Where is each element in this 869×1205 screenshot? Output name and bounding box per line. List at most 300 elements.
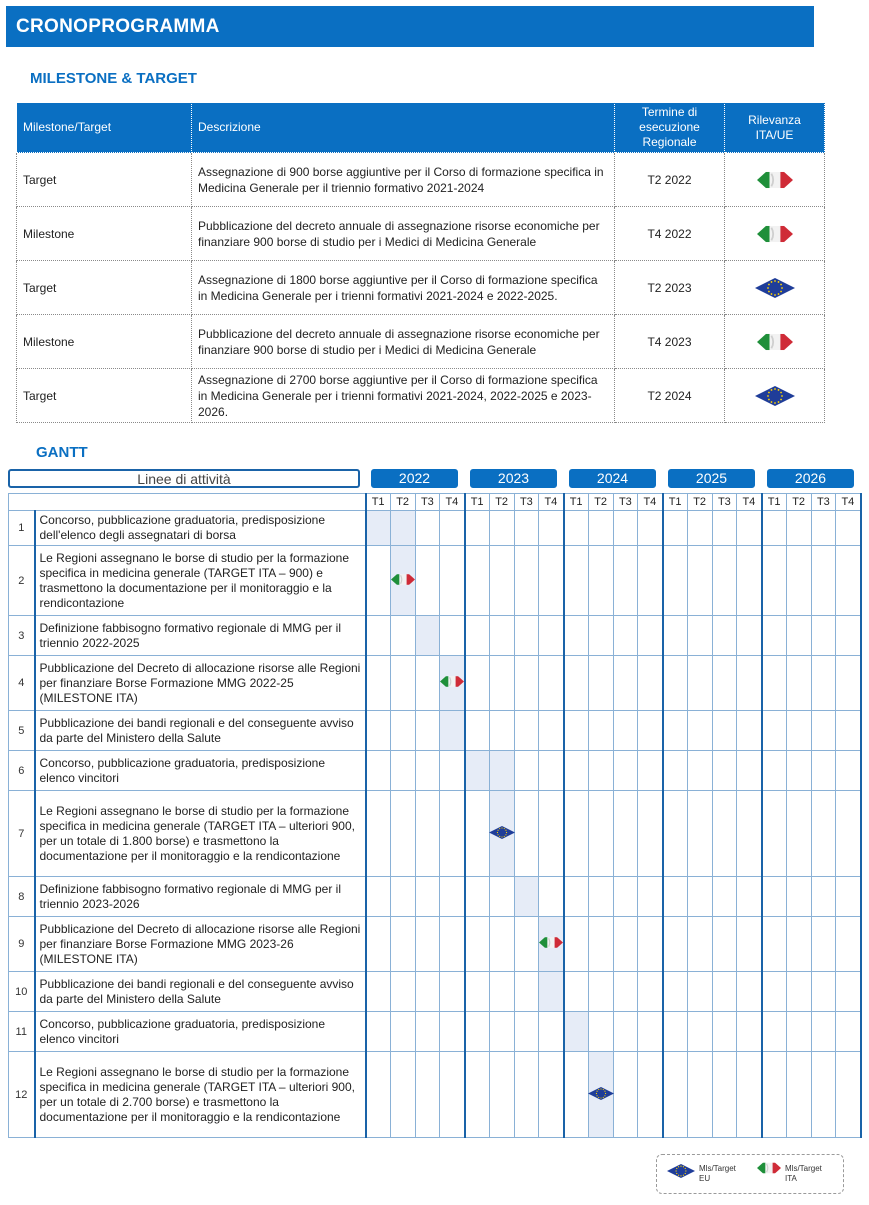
gantt-cell: [489, 511, 514, 546]
gantt-cell: [390, 877, 415, 917]
gantt-cell: [415, 751, 440, 791]
gantt-cell: [663, 511, 688, 546]
gantt-cell: [836, 546, 861, 616]
gantt-row: [9, 751, 861, 791]
gantt-cell: [762, 1012, 787, 1052]
milestone-type: Target: [17, 153, 192, 207]
gantt-cell: [489, 616, 514, 656]
gantt-cell: [390, 616, 415, 656]
gantt-cell: [737, 616, 762, 656]
gantt-cell: [539, 711, 564, 751]
quarter-label: T1: [465, 494, 490, 511]
gantt-cell: [415, 546, 440, 616]
gantt-cell: [539, 546, 564, 616]
gantt-cell: [762, 917, 787, 972]
gantt-cell: [588, 972, 613, 1012]
gantt-cell: [390, 1012, 415, 1052]
gantt-cell: [514, 791, 539, 877]
it-flag-icon: [757, 333, 793, 351]
quarter-label: T4: [737, 494, 762, 511]
gantt-cell: [663, 791, 688, 877]
gantt-cell: [489, 1052, 514, 1138]
header-term: Termine di esecuzione Regionale: [615, 103, 725, 153]
milestone-description: Assegnazione di 1800 borse aggiuntive per il Corso di formazione specifica in Medicina Generale per i trienni formativi 2021-2024 e 2022-2025.: [192, 261, 615, 315]
milestone-term: T4 2022: [615, 207, 725, 261]
milestone-term: T4 2023: [615, 315, 725, 369]
gantt-cell: [663, 1052, 688, 1138]
gantt-row: [9, 616, 861, 656]
gantt-cell: [687, 751, 712, 791]
gantt-cell: [465, 546, 490, 616]
milestone-row: [17, 261, 825, 315]
quarter-label: T1: [564, 494, 589, 511]
gantt-cell: [539, 511, 564, 546]
gantt-cell: [836, 711, 861, 751]
gantt-cell: [366, 546, 391, 616]
gantt-cell: [811, 656, 836, 711]
gantt-cell: [539, 616, 564, 656]
activity-number: 9: [9, 917, 35, 972]
gantt-cell: [514, 656, 539, 711]
gantt-section-title: GANTT: [36, 444, 88, 461]
gantt-cell: [687, 917, 712, 972]
gantt-cell: [737, 711, 762, 751]
gantt-row: [9, 1052, 861, 1138]
gantt-cell: [613, 751, 638, 791]
gantt-cell: [663, 917, 688, 972]
quarter-label: T3: [415, 494, 440, 511]
activity-description: Definizione fabbisogno formativo regionale di MMG per il triennio 2022-2025: [35, 616, 366, 656]
gantt-cell: [712, 972, 737, 1012]
gantt-cell: [687, 877, 712, 917]
quarter-label: T2: [390, 494, 415, 511]
activity-description: Pubblicazione dei bandi regionali e del conseguente avviso da parte del Ministero della Salute: [35, 972, 366, 1012]
gantt-cell: [514, 711, 539, 751]
gantt-cell: [811, 511, 836, 546]
year-header-2023: 2023: [470, 469, 557, 488]
gantt-cell: [687, 1052, 712, 1138]
gantt-bar-cell: [564, 1012, 589, 1052]
gantt-cell: [465, 791, 490, 877]
gantt-cell: [638, 972, 663, 1012]
gantt-bar-cell: [390, 511, 415, 546]
quarter-label: T1: [663, 494, 688, 511]
gantt-cell: [687, 711, 712, 751]
quarter-label: T1: [366, 494, 391, 511]
activity-number: 10: [9, 972, 35, 1012]
quarter-label: T4: [638, 494, 663, 511]
activity-number: 12: [9, 1052, 35, 1138]
gantt-cell: [564, 656, 589, 711]
gantt-cell: [390, 711, 415, 751]
gantt-cell: [514, 1052, 539, 1138]
milestone-table-header: [17, 103, 825, 153]
gantt-bar-cell: [440, 711, 465, 751]
gantt-cell: [514, 546, 539, 616]
gantt-cell: [762, 511, 787, 546]
gantt-cell: [588, 877, 613, 917]
gantt-cell: [663, 616, 688, 656]
gantt-cell: [588, 656, 613, 711]
milestone-term: T2 2024: [615, 369, 725, 423]
gantt-bar-cell: [514, 877, 539, 917]
milestone-description: Pubblicazione del decreto annuale di assegnazione risorse economiche per finanziare 900 borse di studio per i Medici di Medicina Generale: [192, 315, 615, 369]
gantt-cell: [588, 511, 613, 546]
milestone-description: Assegnazione di 2700 borse aggiuntive per il Corso di formazione specifica in Medicina Generale per i trienni formativi 2021-2024, 2022-2025 e 2023-2026.: [192, 369, 615, 423]
gantt-cell: [390, 972, 415, 1012]
gantt-cell: [366, 877, 391, 917]
gantt-cell: [737, 791, 762, 877]
gantt-cell: [687, 972, 712, 1012]
gantt-cell: [638, 616, 663, 656]
activity-description: Pubblicazione del Decreto di allocazione risorse alle Regioni per finanziare Borse Formazione MMG 2022-25 (MILESTONE ITA): [35, 656, 366, 711]
gantt-cell: [786, 546, 811, 616]
milestone-row: [17, 207, 825, 261]
year-header-2024: 2024: [569, 469, 656, 488]
gantt-cell: [687, 546, 712, 616]
gantt-cell: [465, 616, 490, 656]
gantt-cell: [588, 791, 613, 877]
gantt-cell: [613, 1052, 638, 1138]
gantt-cell: [663, 877, 688, 917]
gantt-cell: [663, 546, 688, 616]
gantt-bar-cell: [465, 751, 490, 791]
gantt-cell: [663, 751, 688, 791]
gantt-cell: [390, 791, 415, 877]
gantt-cell: [712, 656, 737, 711]
milestone-table: [16, 102, 825, 423]
gantt-row: [9, 511, 861, 546]
gantt-cell: [638, 511, 663, 546]
gantt-cell: [465, 711, 490, 751]
gantt-table: [8, 493, 862, 1138]
eu-flag-icon: [755, 275, 795, 301]
legend-eu-label-1: Mls/Target: [699, 1164, 736, 1173]
quarter-label: T2: [786, 494, 811, 511]
gantt-cell: [836, 917, 861, 972]
year-header-2022: 2022: [371, 469, 458, 488]
activity-description: Pubblicazione del Decreto di allocazione risorse alle Regioni per finanziare Borse Formazione MMG 2023-26 (MILESTONE ITA): [35, 917, 366, 972]
gantt-cell: [811, 546, 836, 616]
gantt-cell: [638, 877, 663, 917]
eu-flag-icon: [489, 823, 515, 844]
gantt-cell: [687, 791, 712, 877]
activity-number: 7: [9, 791, 35, 877]
gantt-cell: [415, 1012, 440, 1052]
activity-number: 3: [9, 616, 35, 656]
gantt-cell: [465, 1012, 490, 1052]
gantt-cell: [613, 616, 638, 656]
gantt-cell: [440, 1052, 465, 1138]
gantt-cell: [737, 1012, 762, 1052]
year-header-2026: 2026: [767, 469, 854, 488]
gantt-row: [9, 656, 861, 711]
gantt-cell: [465, 917, 490, 972]
gantt-bar-cell: [539, 972, 564, 1012]
eu-flag-icon: [588, 1084, 614, 1105]
milestone-type: Milestone: [17, 315, 192, 369]
gantt-cell: [836, 791, 861, 877]
gantt-cell: [737, 1052, 762, 1138]
gantt-cell: [366, 1052, 391, 1138]
gantt-cell: [737, 656, 762, 711]
gantt-row: [9, 917, 861, 972]
gantt-cell: [786, 791, 811, 877]
gantt-cell: [613, 877, 638, 917]
gantt-cell: [712, 511, 737, 546]
gantt-cell: [687, 616, 712, 656]
gantt-cell: [786, 972, 811, 1012]
legend-eu-label-2: EU: [699, 1174, 711, 1183]
milestone-row: [17, 369, 825, 423]
activity-number: 8: [9, 877, 35, 917]
gantt-cell: [786, 711, 811, 751]
gantt-cell: [390, 917, 415, 972]
milestone-section-title: MILESTONE & TARGET: [30, 70, 197, 87]
gantt-cell: [564, 1052, 589, 1138]
gantt-cell: [415, 877, 440, 917]
gantt-cell: [811, 1052, 836, 1138]
header-type: Milestone/Target: [17, 103, 192, 153]
gantt-cell: [712, 1052, 737, 1138]
gantt-cell: [638, 656, 663, 711]
gantt-row: [9, 546, 861, 616]
gantt-cell: [514, 511, 539, 546]
gantt-cell: [638, 791, 663, 877]
gantt-cell: [786, 1012, 811, 1052]
gantt-cell: [613, 511, 638, 546]
activity-description: Pubblicazione dei bandi regionali e del conseguente avviso da parte del Ministero della Salute: [35, 711, 366, 751]
gantt-cell: [390, 1052, 415, 1138]
gantt-cell: [811, 1012, 836, 1052]
milestone-relevance: [725, 153, 825, 207]
gantt-cell: [786, 751, 811, 791]
activity-number: 1: [9, 511, 35, 546]
gantt-cell: [440, 791, 465, 877]
gantt-cell: [415, 711, 440, 751]
quarter-label: T2: [588, 494, 613, 511]
gantt-cell: [836, 877, 861, 917]
gantt-cell: [762, 972, 787, 1012]
gantt-cell: [663, 1012, 688, 1052]
gantt-cell: [811, 711, 836, 751]
gantt-cell: [811, 791, 836, 877]
gantt-cell: [539, 1012, 564, 1052]
gantt-cell: [588, 546, 613, 616]
gantt-cell: [762, 656, 787, 711]
milestone-description: Assegnazione di 900 borse aggiuntive per il Corso di formazione specifica in Medicina Generale per il triennio formativo 2021-2024: [192, 153, 615, 207]
legend: [656, 1154, 844, 1194]
gantt-cell: [663, 711, 688, 751]
activity-description: Concorso, pubblicazione graduatoria, predisposizione elenco vincitori: [35, 1012, 366, 1052]
gantt-bar-cell: [440, 656, 465, 711]
gantt-cell: [786, 511, 811, 546]
milestone-term: T2 2023: [615, 261, 725, 315]
gantt-bar-cell: [415, 616, 440, 656]
gantt-cell: [836, 1052, 861, 1138]
gantt-cell: [539, 751, 564, 791]
gantt-cell: [415, 972, 440, 1012]
gantt-cell: [687, 1012, 712, 1052]
gantt-cell: [737, 917, 762, 972]
gantt-cell: [440, 616, 465, 656]
gantt-cell: [786, 1052, 811, 1138]
gantt-cell: [762, 711, 787, 751]
gantt-cell: [564, 546, 589, 616]
gantt-cell: [489, 877, 514, 917]
gantt-cell: [366, 751, 391, 791]
gantt-bar-cell: [539, 917, 564, 972]
gantt-cell: [465, 972, 490, 1012]
year-header-2025: 2025: [668, 469, 755, 488]
gantt-cell: [762, 616, 787, 656]
quarter-label: T3: [514, 494, 539, 511]
gantt-cell: [712, 791, 737, 877]
gantt-cell: [737, 877, 762, 917]
gantt-cell: [539, 1052, 564, 1138]
gantt-cell: [489, 546, 514, 616]
gantt-cell: [390, 656, 415, 711]
gantt-cell: [836, 1012, 861, 1052]
gantt-cell: [663, 972, 688, 1012]
gantt-cell: [762, 791, 787, 877]
gantt-cell: [539, 791, 564, 877]
gantt-cell: [489, 917, 514, 972]
gantt-cell: [564, 972, 589, 1012]
gantt-cell: [762, 877, 787, 917]
gantt-cell: [564, 877, 589, 917]
activity-description: Le Regioni assegnano le borse di studio per la formazione specifica in medicina generale (TARGET ITA – 900) e trasmettono la documentazione per il monitoraggio e la rendicontazione: [35, 546, 366, 616]
gantt-bar-cell: [390, 546, 415, 616]
gantt-cell: [737, 751, 762, 791]
gantt-cell: [786, 917, 811, 972]
gantt-cell: [811, 917, 836, 972]
gantt-cell: [564, 711, 589, 751]
gantt-bar-cell: [588, 1052, 613, 1138]
gantt-cell: [465, 877, 490, 917]
gantt-cell: [613, 711, 638, 751]
milestone-type: Milestone: [17, 207, 192, 261]
gantt-cell: [440, 751, 465, 791]
gantt-cell: [539, 656, 564, 711]
gantt-cell: [737, 972, 762, 1012]
gantt-cell: [415, 1052, 440, 1138]
milestone-type: Target: [17, 261, 192, 315]
activity-number: 2: [9, 546, 35, 616]
gantt-cell: [712, 616, 737, 656]
activity-description: Concorso, pubblicazione graduatoria, predisposizione elenco vincitori: [35, 751, 366, 791]
it-flag-icon: [440, 676, 464, 691]
gantt-cell: [564, 791, 589, 877]
activity-description: Le Regioni assegnano le borse di studio per la formazione specifica in medicina generale (TARGET ITA – ulteriori 900, per un totale di 1.800 borse) e trasmettono la documentazione per il monitoraggio e la rendicontazione: [35, 791, 366, 877]
gantt-cell: [564, 616, 589, 656]
gantt-cell: [638, 1012, 663, 1052]
gantt-cell: [638, 711, 663, 751]
gantt-cell: [712, 877, 737, 917]
gantt-cell: [613, 917, 638, 972]
gantt-cell: [687, 511, 712, 546]
gantt-cell: [514, 751, 539, 791]
page-banner: CRONOPROGRAMMA: [6, 6, 814, 47]
gantt-cell: [440, 1012, 465, 1052]
gantt-cell: [489, 1012, 514, 1052]
milestone-relevance: [725, 315, 825, 369]
gantt-cell: [588, 1012, 613, 1052]
gantt-cell: [663, 656, 688, 711]
legend-ita: [757, 1161, 822, 1184]
gantt-cell: [440, 877, 465, 917]
gantt-cell: [366, 711, 391, 751]
milestone-relevance: [725, 261, 825, 315]
quarter-label: T2: [687, 494, 712, 511]
gantt-cell: [638, 917, 663, 972]
it-flag-icon: [391, 573, 415, 588]
gantt-cell: [440, 917, 465, 972]
gantt-cell: [539, 877, 564, 917]
gantt-row: [9, 711, 861, 751]
gantt-cell: [638, 1052, 663, 1138]
gantt-cell: [440, 972, 465, 1012]
gantt-cell: [811, 616, 836, 656]
activity-number: 11: [9, 1012, 35, 1052]
milestone-row: [17, 153, 825, 207]
it-flag-icon: [757, 1161, 781, 1178]
gantt-cell: [737, 511, 762, 546]
gantt-cell: [366, 616, 391, 656]
gantt-cell: [638, 546, 663, 616]
linee-di-attivita-header: Linee di attività: [8, 469, 360, 488]
gantt-cell: [687, 656, 712, 711]
quarter-header-blank: [9, 494, 366, 511]
gantt-cell: [489, 656, 514, 711]
gantt-cell: [489, 711, 514, 751]
gantt-cell: [811, 877, 836, 917]
legend-ita-label-1: Mls/Target: [785, 1164, 822, 1173]
gantt-cell: [712, 917, 737, 972]
gantt-cell: [786, 616, 811, 656]
gantt-cell: [489, 972, 514, 1012]
gantt-row: [9, 791, 861, 877]
gantt-cell: [811, 751, 836, 791]
milestone-term: T2 2022: [615, 153, 725, 207]
gantt-cell: [588, 751, 613, 791]
gantt-row: [9, 877, 861, 917]
gantt-cell: [440, 511, 465, 546]
it-flag-icon: [539, 937, 563, 952]
quarter-label: T3: [811, 494, 836, 511]
gantt-cell: [762, 751, 787, 791]
gantt-cell: [415, 656, 440, 711]
gantt-cell: [762, 1052, 787, 1138]
gantt-cell: [415, 791, 440, 877]
gantt-cell: [514, 1012, 539, 1052]
gantt-bar-cell: [366, 511, 391, 546]
gantt-cell: [836, 511, 861, 546]
gantt-cell: [514, 972, 539, 1012]
gantt-cell: [564, 917, 589, 972]
legend-eu: [667, 1161, 736, 1184]
gantt-cell: [786, 656, 811, 711]
gantt-cell: [638, 751, 663, 791]
quarter-label: T4: [539, 494, 564, 511]
gantt-cell: [366, 791, 391, 877]
gantt-cell: [613, 656, 638, 711]
gantt-cell: [390, 751, 415, 791]
gantt-cell: [415, 917, 440, 972]
activity-description: Le Regioni assegnano le borse di studio per la formazione specifica in medicina generale (TARGET ITA – ulteriori 900, per un totale di 2.700 borse) e trasmettono la documentazione per il monitoraggio e la rendicontazione: [35, 1052, 366, 1138]
gantt-cell: [366, 917, 391, 972]
gantt-bar-cell: [489, 751, 514, 791]
